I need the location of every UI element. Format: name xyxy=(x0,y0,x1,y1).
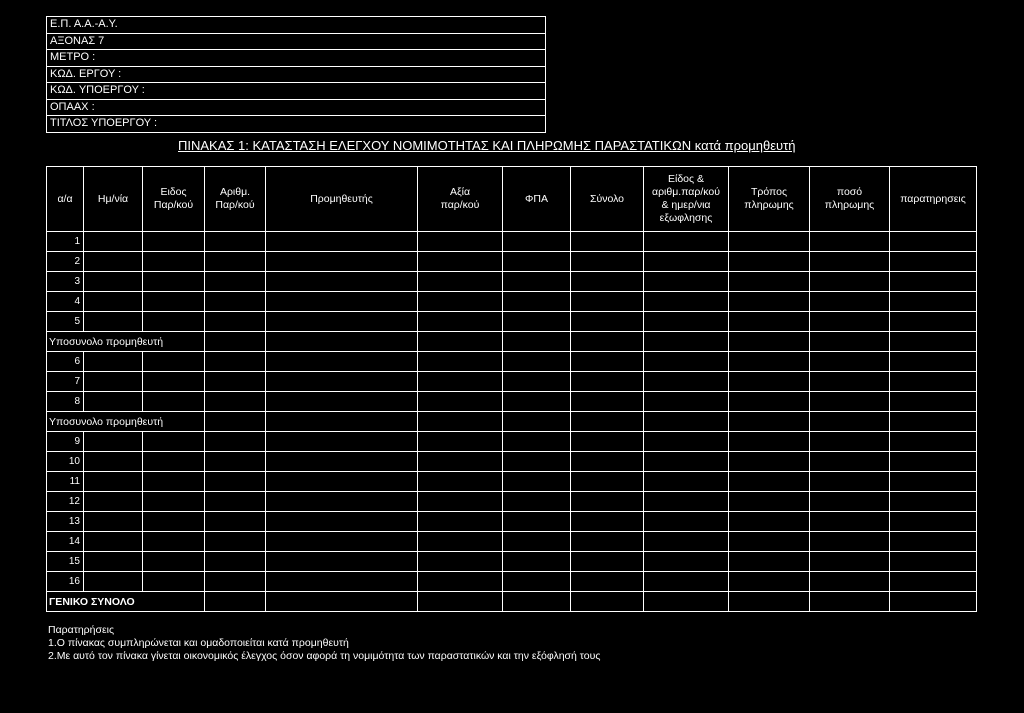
table-cell xyxy=(644,272,729,292)
table-row xyxy=(47,352,977,372)
table-cell xyxy=(503,472,571,492)
row-number: 11 xyxy=(47,472,84,492)
supplier-invoice-table xyxy=(46,166,977,612)
table-cell xyxy=(890,412,977,432)
table-cell xyxy=(644,552,729,572)
table-row xyxy=(47,392,977,412)
table-cell xyxy=(890,332,977,352)
table-cell xyxy=(143,572,205,592)
table-cell xyxy=(729,312,810,332)
table-cell xyxy=(503,432,571,452)
table-cell xyxy=(84,432,143,452)
table-cell xyxy=(503,512,571,532)
page-title: ΠΙΝΑΚΑΣ 1: ΚΑΤΑΣΤΑΣΗ ΕΛΕΓΧΟΥ ΝΟΜΙΜΟΤΗΤΑΣ ΚΑΙ ΠΛΗΡΩΜΗΣ ΠΑΡΑΣΤΑΤΙΚΩΝ κατά προμηθευτή xyxy=(178,138,796,153)
table-cell xyxy=(418,272,503,292)
row-number: 4 xyxy=(47,292,84,312)
table-cell xyxy=(890,552,977,572)
table-cell xyxy=(84,552,143,572)
table-cell xyxy=(266,312,418,332)
row-number: 12 xyxy=(47,492,84,512)
table-cell xyxy=(729,372,810,392)
table-cell xyxy=(571,472,644,492)
column-header: παρατηρησεις xyxy=(890,167,977,232)
table-cell xyxy=(143,372,205,392)
column-header: Προμηθευτής xyxy=(266,167,418,232)
row-number: 8 xyxy=(47,392,84,412)
table-cell xyxy=(571,592,644,612)
table-cell xyxy=(729,492,810,512)
table-cell xyxy=(571,332,644,352)
column-header: Είδος & αριθμ.παρ/κού & ημερ/νια εξωφλησης xyxy=(644,167,729,232)
row-number: 9 xyxy=(47,432,84,452)
table-cell xyxy=(143,232,205,252)
table-cell xyxy=(890,352,977,372)
table-cell xyxy=(266,352,418,372)
info-row: Ε.Π. Α.Α.-Α.Υ. xyxy=(47,17,545,34)
column-header: α/α xyxy=(47,167,84,232)
info-row: ΟΠΑΑΧ : xyxy=(47,100,545,117)
note-item-2: 2.Με αυτό τον πίνακα γίνεται οικονομικός έλεγχος όσον αφορά τη νομιμότητα των παραστατικών και την εξόφλησή τους xyxy=(48,650,601,662)
table-cell xyxy=(890,292,977,312)
table-cell xyxy=(729,592,810,612)
table-cell xyxy=(84,392,143,412)
table-cell xyxy=(205,272,266,292)
table-cell xyxy=(810,412,890,432)
table-cell xyxy=(729,472,810,492)
table-cell xyxy=(571,532,644,552)
table-cell xyxy=(266,432,418,452)
table-cell xyxy=(84,492,143,512)
table-cell xyxy=(205,592,266,612)
table-cell xyxy=(84,292,143,312)
table-cell xyxy=(418,392,503,412)
table-cell xyxy=(890,512,977,532)
table-cell xyxy=(810,552,890,572)
table-cell xyxy=(729,432,810,452)
table-cell xyxy=(143,312,205,332)
table-cell xyxy=(84,472,143,492)
table-cell xyxy=(890,472,977,492)
table-cell xyxy=(418,532,503,552)
table-cell xyxy=(418,412,503,432)
table-cell xyxy=(205,392,266,412)
table-cell xyxy=(729,552,810,572)
table-cell xyxy=(418,472,503,492)
table-cell xyxy=(205,452,266,472)
table-cell xyxy=(205,292,266,312)
row-number: 5 xyxy=(47,312,84,332)
table-cell xyxy=(729,392,810,412)
table-cell xyxy=(143,552,205,572)
table-cell xyxy=(729,452,810,472)
grand-total-row-label: ΓΕΝΙΚΟ ΣΥΝΟΛΟ xyxy=(47,592,205,612)
table-cell xyxy=(810,332,890,352)
table-cell xyxy=(503,232,571,252)
table-row xyxy=(47,232,977,252)
table-cell xyxy=(143,492,205,512)
table-cell xyxy=(266,492,418,512)
column-header: Αξία παρ/κού xyxy=(418,167,503,232)
table-cell xyxy=(644,392,729,412)
table-cell xyxy=(205,432,266,452)
table-cell xyxy=(503,392,571,412)
grand-total-row xyxy=(47,592,977,612)
table-row xyxy=(47,252,977,272)
table-cell xyxy=(644,492,729,512)
table-cell xyxy=(810,532,890,552)
table-cell xyxy=(84,312,143,332)
table-cell xyxy=(418,312,503,332)
table-cell xyxy=(205,372,266,392)
table-cell xyxy=(644,452,729,472)
table-cell xyxy=(418,352,503,372)
column-header: Αριθμ. Παρ/κού xyxy=(205,167,266,232)
table-cell xyxy=(810,292,890,312)
table-cell xyxy=(503,292,571,312)
table-cell xyxy=(266,552,418,572)
table-cell xyxy=(729,232,810,252)
table-cell xyxy=(503,312,571,332)
table-cell xyxy=(644,312,729,332)
table-cell xyxy=(571,572,644,592)
table-row xyxy=(47,512,977,532)
table-cell xyxy=(644,372,729,392)
project-info-box xyxy=(46,16,546,133)
row-number: 15 xyxy=(47,552,84,572)
table-cell xyxy=(810,392,890,412)
table-cell xyxy=(266,332,418,352)
subtotal-row xyxy=(47,332,977,352)
table-cell xyxy=(143,432,205,452)
table-cell xyxy=(503,492,571,512)
info-row: ΚΩΔ. ΥΠΟΕΡΓΟΥ : xyxy=(47,83,545,100)
table-cell xyxy=(890,452,977,472)
notes-section xyxy=(48,624,600,663)
table-cell xyxy=(571,372,644,392)
table-cell xyxy=(503,332,571,352)
table-cell xyxy=(84,252,143,272)
row-number: 10 xyxy=(47,452,84,472)
table-cell xyxy=(143,352,205,372)
table-cell xyxy=(418,512,503,532)
column-header: Ημ/νία xyxy=(84,167,143,232)
row-number: 14 xyxy=(47,532,84,552)
table-row xyxy=(47,552,977,572)
table-cell xyxy=(84,532,143,552)
table-cell xyxy=(84,272,143,292)
table-cell xyxy=(890,232,977,252)
table-cell xyxy=(810,232,890,252)
table-cell xyxy=(571,312,644,332)
table-cell xyxy=(571,552,644,572)
table-cell xyxy=(890,252,977,272)
subtotal-row-label: Υποσυνολο προμηθευτή xyxy=(47,332,205,352)
table-cell xyxy=(266,452,418,472)
table-cell xyxy=(644,432,729,452)
table-cell xyxy=(571,512,644,532)
table-cell xyxy=(890,492,977,512)
table-cell xyxy=(143,392,205,412)
table-cell xyxy=(810,452,890,472)
subtotal-row-label: Υποσυνολο προμηθευτή xyxy=(47,412,205,432)
table-cell xyxy=(571,352,644,372)
table-cell xyxy=(644,412,729,432)
table-cell xyxy=(418,372,503,392)
table-cell xyxy=(503,352,571,372)
table-row xyxy=(47,292,977,312)
column-header: Τρόπος πληρωμης xyxy=(729,167,810,232)
table-cell xyxy=(571,452,644,472)
table-cell xyxy=(205,552,266,572)
table-cell xyxy=(84,572,143,592)
table-cell xyxy=(205,312,266,332)
table-cell xyxy=(205,532,266,552)
table-row xyxy=(47,532,977,552)
table-cell xyxy=(729,292,810,312)
table-cell xyxy=(266,392,418,412)
table-cell xyxy=(644,532,729,552)
table-cell xyxy=(418,232,503,252)
table-cell xyxy=(890,272,977,292)
table-cell xyxy=(810,472,890,492)
table-cell xyxy=(890,432,977,452)
row-number: 6 xyxy=(47,352,84,372)
table-cell xyxy=(143,272,205,292)
table-cell xyxy=(729,412,810,432)
column-header: Σύνολο xyxy=(571,167,644,232)
table-cell xyxy=(84,452,143,472)
table-cell xyxy=(84,232,143,252)
table-row xyxy=(47,492,977,512)
table-row xyxy=(47,312,977,332)
table-cell xyxy=(205,412,266,432)
row-number: 1 xyxy=(47,232,84,252)
table-cell xyxy=(644,472,729,492)
table-cell xyxy=(503,532,571,552)
table-cell xyxy=(503,372,571,392)
info-row: ΜΕΤΡΟ : xyxy=(47,50,545,67)
table-cell xyxy=(571,272,644,292)
table-cell xyxy=(205,352,266,372)
table-cell xyxy=(503,252,571,272)
table-cell xyxy=(205,252,266,272)
table-cell xyxy=(143,292,205,312)
table-header-row xyxy=(47,167,977,232)
table-cell xyxy=(571,392,644,412)
table-cell xyxy=(644,572,729,592)
table-cell xyxy=(418,572,503,592)
column-header: ποσό πληρωμης xyxy=(810,167,890,232)
table-row xyxy=(47,272,977,292)
table-cell xyxy=(205,512,266,532)
table-cell xyxy=(503,272,571,292)
table-cell xyxy=(503,572,571,592)
table-cell xyxy=(810,272,890,292)
row-number: 16 xyxy=(47,572,84,592)
table-cell xyxy=(84,352,143,372)
table-cell xyxy=(266,292,418,312)
table-cell xyxy=(644,352,729,372)
table-cell xyxy=(418,492,503,512)
table-cell xyxy=(810,572,890,592)
table-cell xyxy=(810,432,890,452)
table-cell xyxy=(266,412,418,432)
table-cell xyxy=(266,272,418,292)
table-cell xyxy=(143,452,205,472)
table-cell xyxy=(418,432,503,452)
table-row xyxy=(47,372,977,392)
table-cell xyxy=(644,232,729,252)
note-item-1: 1.Ο πίνακας συμπληρώνεται και ομαδοποιείται κατά προμηθευτή xyxy=(48,637,349,649)
table-cell xyxy=(418,332,503,352)
table-row xyxy=(47,572,977,592)
table-cell xyxy=(143,472,205,492)
table-cell xyxy=(644,512,729,532)
table-cell xyxy=(571,232,644,252)
row-number: 13 xyxy=(47,512,84,532)
row-number: 2 xyxy=(47,252,84,272)
table-cell xyxy=(205,332,266,352)
table-cell xyxy=(266,372,418,392)
table-cell xyxy=(266,572,418,592)
table-cell xyxy=(205,572,266,592)
table-cell xyxy=(644,332,729,352)
table-cell xyxy=(644,592,729,612)
table-cell xyxy=(266,532,418,552)
table-row xyxy=(47,452,977,472)
table-cell xyxy=(729,572,810,592)
table-cell xyxy=(571,412,644,432)
table-cell xyxy=(143,532,205,552)
table-cell xyxy=(729,332,810,352)
table-cell xyxy=(729,252,810,272)
table-cell xyxy=(810,312,890,332)
table-cell xyxy=(729,532,810,552)
row-number: 3 xyxy=(47,272,84,292)
table-cell xyxy=(205,472,266,492)
table-cell xyxy=(503,412,571,432)
table-cell xyxy=(503,552,571,572)
table-cell xyxy=(266,472,418,492)
info-row: ΑΞΟΝΑΣ 7 xyxy=(47,34,545,51)
table-cell xyxy=(810,372,890,392)
table-cell xyxy=(266,512,418,532)
info-row: ΚΩΔ. ΕΡΓΟΥ : xyxy=(47,67,545,84)
table-cell xyxy=(266,232,418,252)
table-cell xyxy=(890,592,977,612)
table-row xyxy=(47,432,977,452)
table-cell xyxy=(418,292,503,312)
table-cell xyxy=(205,492,266,512)
table-cell xyxy=(644,292,729,312)
table-cell xyxy=(205,232,266,252)
subtotal-row xyxy=(47,412,977,432)
table-cell xyxy=(729,352,810,372)
table-cell xyxy=(84,372,143,392)
table-cell xyxy=(418,592,503,612)
table-row xyxy=(47,472,977,492)
table-cell xyxy=(810,492,890,512)
table-cell xyxy=(729,272,810,292)
table-cell xyxy=(143,252,205,272)
table-cell xyxy=(810,352,890,372)
table-cell xyxy=(571,432,644,452)
table-cell xyxy=(810,252,890,272)
table-cell xyxy=(571,492,644,512)
row-number: 7 xyxy=(47,372,84,392)
table-cell xyxy=(266,592,418,612)
table-cell xyxy=(890,392,977,412)
table-cell xyxy=(503,592,571,612)
table-cell xyxy=(890,572,977,592)
column-header: Ειδος Παρ/κού xyxy=(143,167,205,232)
column-header: ΦΠΑ xyxy=(503,167,571,232)
notes-heading: Παρατηρήσεις xyxy=(48,624,115,636)
table-cell xyxy=(84,512,143,532)
table-cell xyxy=(890,372,977,392)
table-cell xyxy=(143,512,205,532)
table-cell xyxy=(418,252,503,272)
table-cell xyxy=(890,312,977,332)
table-cell xyxy=(644,252,729,272)
table-cell xyxy=(571,292,644,312)
table-cell xyxy=(571,252,644,272)
table-cell xyxy=(418,552,503,572)
table-cell xyxy=(266,252,418,272)
table-cell xyxy=(810,592,890,612)
table-cell xyxy=(729,512,810,532)
table-cell xyxy=(890,532,977,552)
table-cell xyxy=(418,452,503,472)
table-cell xyxy=(503,452,571,472)
info-row: ΤΙΤΛΟΣ ΥΠΟΕΡΓΟΥ : xyxy=(47,116,545,133)
table-cell xyxy=(810,512,890,532)
